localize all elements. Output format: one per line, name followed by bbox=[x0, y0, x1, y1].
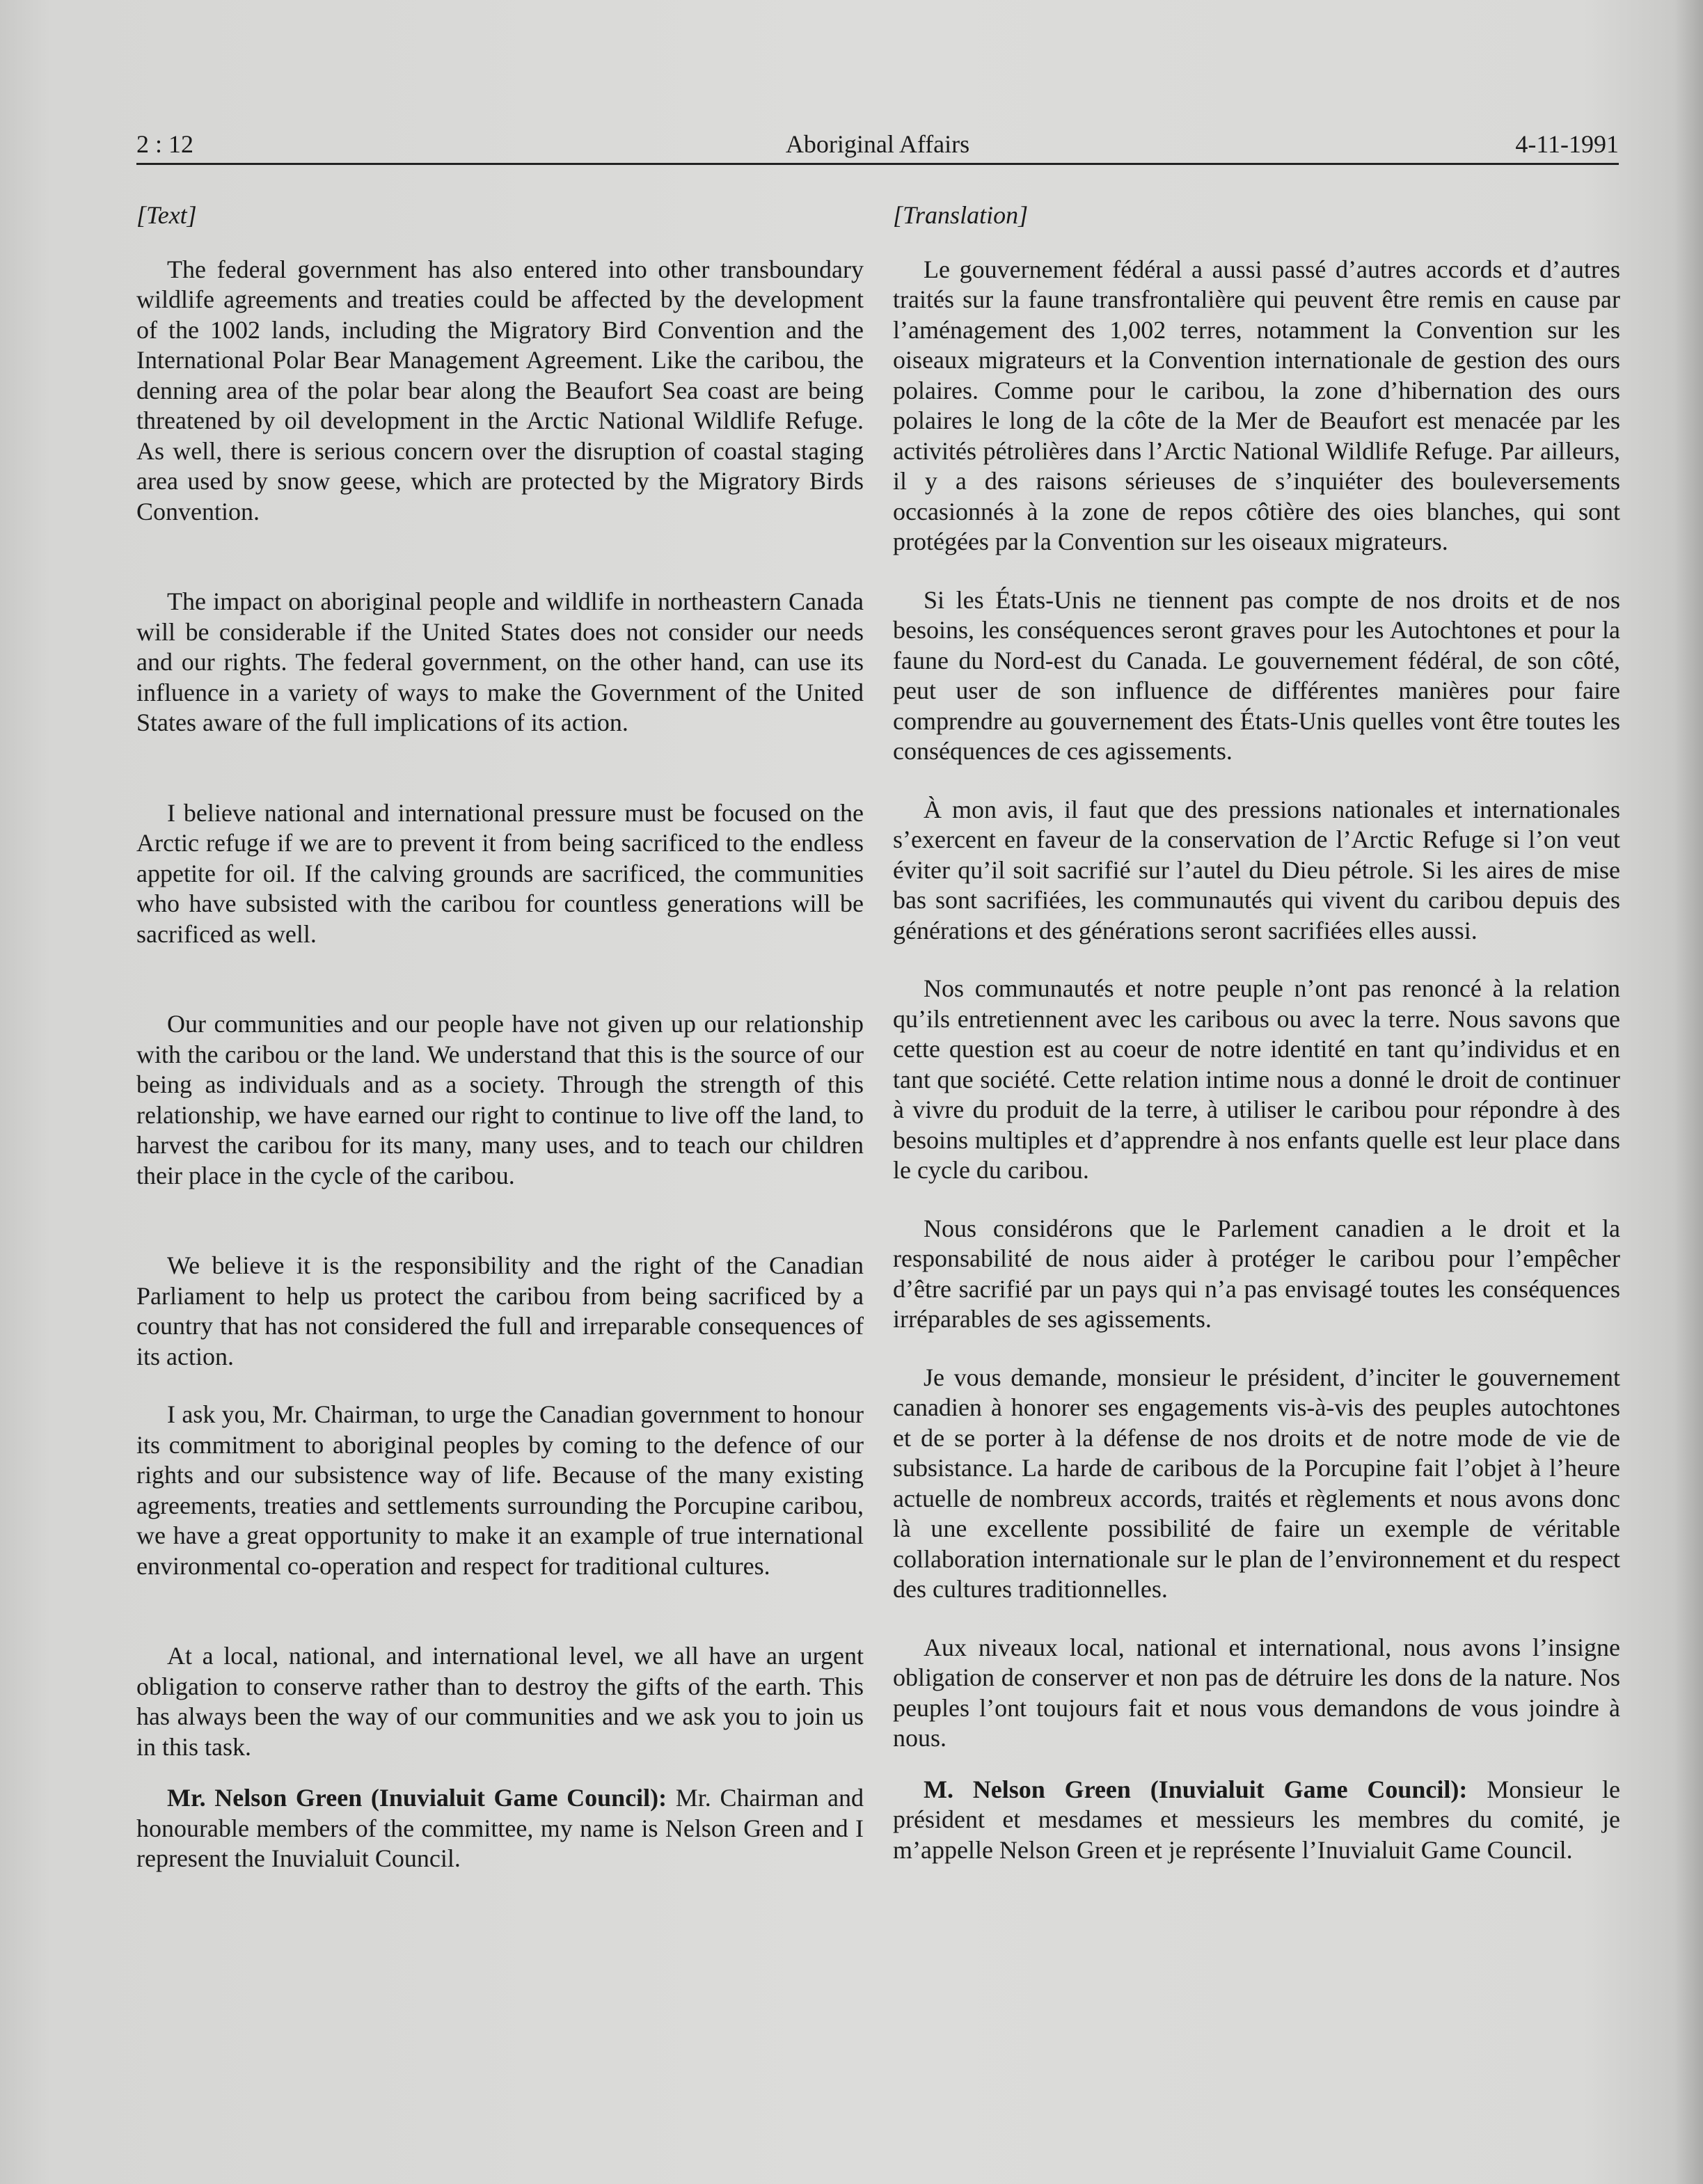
paragraph: À mon avis, il faut que des pressions nationales et internationales s’exercent en faveur de la conservation de l’Arctic Refuge si l’on veut éviter qu’il soit sacrifié sur l’autel du Dieu pétrole. Si les aires de mise bas sont sacrifiées, les communautés qui vivent du caribou depuis des générations et des générations seront sacrifiées elles aussi. bbox=[893, 795, 1620, 944]
page-edge-shadow bbox=[1675, 0, 1703, 2184]
paragraph: I ask you, Mr. Chairman, to urge the Canadian government to honour its commitment to aboriginal peoples by coming to the defence of our rights and our subsistence way of life. Because of the many existing agreements, treaties and settlements surrounding the Porcupine caribou, we have a great opportunity to make it an example of true international environmental co-operation and respect for traditional cultures. bbox=[136, 1400, 864, 1580]
speaker-name: Mr. Nelson Green (Inuvialuit Game Council): bbox=[167, 1784, 667, 1812]
french-column bbox=[893, 200, 1620, 1865]
paragraph: Le gouvernement fédéral a aussi passé d’autres accords et d’autres traités sur la faune transfrontalière qui peuvent être remis en cause par l’aménagement des 1,002 terres, notamment la Convention sur les oiseaux migrateurs et la Convention internationale de gestion des ours polaires. Comme pour le caribou, la zone d’hibernation des ours polaires le long de la côte de la Mer de Beaufort est menacée par les activités pétrolières dans l’Arctic National Wildlife Refuge. Par ailleurs, il y a des raisons sérieuses de s’inquiéter des bouleversements occasionnés à la zone de repos côtière des oies blanches, qui sont protégées par la Convention sur les oiseaux migrateurs. bbox=[893, 255, 1620, 555]
page-number: 2 : 12 bbox=[136, 130, 194, 158]
paragraph: The impact on aboriginal people and wildlife in northeastern Canada will be considerable if the United States does not consider our needs and our rights. The federal government, on the other hand, can use its influence in a variety of ways to make the Government of the United States aware of the full implications of its action. bbox=[136, 587, 864, 736]
paragraph: Je vous demande, monsieur le président, d’inciter le gouvernement canadien à honorer ses engagements vis-à-vis des peuples autochtones et de se porter à la défense de nos droits et de notre mode de vie de subsistance. La harde de caribous de la Porcupine fait l’objet à l’heure actuelle de nombreux accords, traités et règlements et nous avons donc là une excellente possibilité de faire un exemple de véritable collaboration internationale sur le plan de l’environnement et du respect des cultures traditionnelles. bbox=[893, 1363, 1620, 1603]
speaker-text: Mr. Chairman and honourable members of the committee, my name is Nelson Green and I represent the Inuvialuit Council. bbox=[136, 1784, 864, 1872]
speaker-paragraph bbox=[136, 1783, 864, 1874]
speaker-name: M. Nelson Green (Inuvialuit Game Council): bbox=[924, 1775, 1468, 1803]
paragraph: The federal government has also entered into other transboundary wildlife agreements and treaties could be affected by the development of the 1002 lands, including the Migratory Bird Convention and the International Polar Bear Management Agreement. Like the caribou, the denning area of the polar bear along the Beaufort Sea coast are being threatened by oil development in the Arctic National Wildlife Refuge. As well, there is serious concern over the disruption of coastal staging area used by snow geese, which are protected by the Migratory Birds Convention. bbox=[136, 255, 864, 525]
header-date: 4-11-1991 bbox=[1515, 130, 1619, 158]
running-header bbox=[136, 124, 1619, 165]
speaker-text: Monsieur le président et mesdames et messieurs les membres du comité, je m’appelle Nelson Green et je représente l’Inuvialuit Game Council. bbox=[893, 1775, 1621, 1864]
text-label: [Text] bbox=[136, 201, 197, 229]
paragraph: Nous considérons que le Parlement canadien a le droit et la responsabilité de nous aider à protéger le caribou pour l’empêcher d’être sacrifié par un pays qui n’a pas envisagé toutes les conséquences irréparables de ses agissements. bbox=[893, 1214, 1620, 1333]
paragraph: Nos communautés et notre peuple n’ont pas renoncé à la relation qu’ils entretiennent avec les caribous ou avec la terre. Nous savons que cette question est au coeur de notre identité en tant qu’individus et en tant que société. Cette relation intime nous a donné le droit de continuer à vivre du produit de la terre, à utiliser le caribou pour répondre à des besoins multiples et d’apprendre à nos enfants quelle est leur place dans le cycle du caribou. bbox=[893, 974, 1620, 1184]
speaker-paragraph bbox=[893, 1775, 1620, 1866]
paragraph: Our communities and our people have not given up our relationship with the caribou or the land. We understand that this is the source of our being as individuals and as a society. Through the strength of this relationship, we have earned our right to continue to live off the land, to harvest the caribou for its many, many uses, and to teach our children their place in the cycle of the caribou. bbox=[136, 1010, 864, 1189]
paragraph: Si les États-Unis ne tiennent pas compte de nos droits et de nos besoins, les conséquences seront graves pour les Autochtones et pour la faune du Nord-est du Canada. Le gouvernement fédéral, de son côté, peut user de son influence de différentes manières pour faire comprendre au gouvernement des États-Unis quelles vont être toutes les conséquences de ces agissements. bbox=[893, 585, 1620, 765]
paragraph: At a local, national, and international level, we all have an urgent obligation to conserve rather than to destroy the gifts of the earth. This has always been the way of our communities and we ask you to join us in this task. bbox=[136, 1642, 864, 1761]
translation-label: [Translation] bbox=[893, 201, 1029, 229]
header-title: Aboriginal Affairs bbox=[785, 130, 970, 158]
paragraph: I believe national and international pressure must be focused on the Arctic refuge if we are to prevent it from being sacrificed to the endless appetite for oil. If the calving grounds are sacrificed, the communities who have subsisted with the caribou for countless generations will be sacrificed as well. bbox=[136, 798, 864, 948]
paragraph: Aux niveaux local, national et international, nous avons l’insigne obligation de conserver et non pas de détruire les dons de la nature. Nos peuples l’ont toujours fait et nous vous demandons de vous joindre à nous. bbox=[893, 1633, 1620, 1752]
paragraph: We believe it is the responsibility and the right of the Canadian Parliament to help us protect the caribou from being sacrificed by a country that has not considered the full and irreparable consequences of its action. bbox=[136, 1251, 864, 1370]
english-column bbox=[136, 200, 864, 1874]
